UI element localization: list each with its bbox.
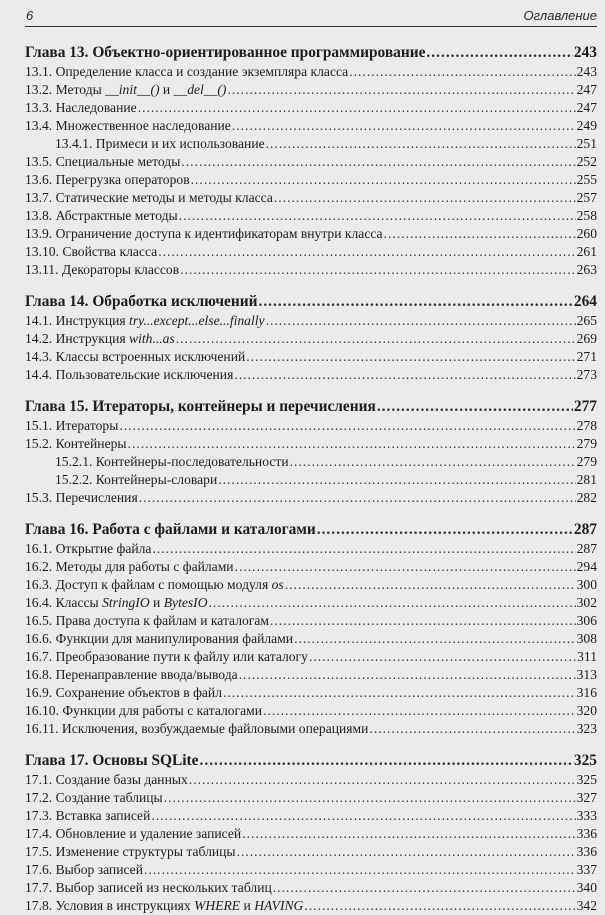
entry-title	[25, 648, 308, 666]
page-ref: 249	[576, 118, 597, 133]
toc-chapter-entry[interactable]	[25, 520, 597, 540]
dot-leader	[235, 558, 576, 576]
toc-section-entry[interactable]	[25, 594, 597, 612]
entry-title	[25, 558, 234, 576]
entry-title	[25, 63, 348, 81]
title-text: 14.1. Инструкция	[25, 313, 130, 328]
page-ref: 336	[576, 826, 597, 841]
toc-section-entry[interactable]	[25, 861, 597, 879]
toc-section-entry[interactable]	[25, 243, 597, 261]
dot-leader	[176, 330, 576, 348]
chapter-title: Глава 13. Объектно-ориентированное программирование	[25, 44, 426, 61]
page-ref: 308	[576, 631, 597, 646]
dot-leader	[151, 807, 575, 825]
dot-leader	[128, 435, 576, 453]
title-text: 13.9. Ограничение доступа к идентификаторам внутри класса	[25, 226, 383, 241]
toc-chapter-entry[interactable]	[25, 43, 597, 63]
page-ref: 279	[576, 454, 597, 469]
entry-title	[25, 612, 269, 630]
entry-title	[25, 825, 241, 843]
title-text: и	[159, 82, 174, 97]
title-text: 15.2.2. Контейнеры-словари	[55, 472, 218, 487]
page-ref: 265	[576, 313, 597, 328]
chapter-title: Глава 17. Основы SQLite	[25, 752, 199, 769]
page-ref: 281	[576, 472, 597, 487]
title-text: 16.7. Преобразование пути к файлу или каталогу	[25, 649, 308, 664]
entry-title	[25, 117, 231, 135]
dot-leader	[138, 99, 576, 117]
dot-leader	[317, 520, 573, 540]
title-text: 17.7. Выбор записей из нескольких таблиц	[25, 880, 272, 895]
entry-title	[25, 330, 175, 348]
dot-leader	[144, 861, 576, 879]
entry-title	[25, 771, 188, 789]
dot-leader	[270, 612, 576, 630]
page-ref: 279	[576, 436, 597, 451]
title-text: 16.2. Методы для работы с файлами	[25, 559, 234, 574]
dot-leader	[181, 153, 575, 171]
toc-section-entry[interactable]	[25, 330, 597, 348]
dot-leader	[377, 397, 573, 417]
toc-section-entry[interactable]	[25, 576, 597, 594]
page-ref: 337	[576, 862, 597, 877]
toc-section-entry[interactable]	[25, 807, 597, 825]
entry-title	[25, 684, 222, 702]
page-ref: 264	[573, 293, 597, 310]
dot-leader	[294, 630, 576, 648]
toc-section-entry[interactable]	[25, 117, 597, 135]
toc-section-entry[interactable]	[25, 771, 597, 789]
toc-section-entry[interactable]	[25, 720, 597, 738]
entry-title	[25, 153, 180, 171]
page-ref: 325	[576, 772, 597, 787]
title-text: 13.3. Наследование	[25, 100, 137, 115]
entry-title	[25, 435, 127, 453]
code-term: BytesIO	[163, 595, 208, 610]
page-ref: 243	[576, 64, 597, 79]
dot-leader	[164, 789, 576, 807]
dot-leader	[200, 751, 573, 771]
code-term: HAVING	[254, 898, 304, 913]
title-text: 16.1. Открытие файла	[25, 541, 152, 556]
entry-title	[25, 207, 178, 225]
toc-section-entry[interactable]	[25, 348, 597, 366]
dot-leader	[191, 171, 576, 189]
dot-leader	[290, 453, 576, 471]
dot-leader	[180, 261, 575, 279]
toc-section-entry[interactable]	[25, 312, 597, 330]
page-ref: 342	[576, 898, 597, 913]
title-text: 17.1. Создание базы данных	[25, 772, 188, 787]
page-ref: 269	[576, 331, 597, 346]
entry-title	[25, 99, 137, 117]
dot-leader	[218, 471, 575, 489]
page-ref: 255	[576, 172, 597, 187]
title-text: 16.5. Права доступа к файлам и каталогам	[25, 613, 269, 628]
code-term: __del__()	[173, 82, 227, 97]
entry-title	[55, 135, 265, 153]
title-text: 16.6. Функции для манипулирования файлами	[25, 631, 294, 646]
entry-title	[25, 348, 245, 366]
dot-leader	[263, 702, 576, 720]
entry-title	[25, 171, 190, 189]
page-number: 6	[26, 8, 34, 23]
title-text: 17.4. Обновление и удаление записей	[25, 826, 242, 841]
entry-title	[25, 666, 238, 684]
title-text: 14.2. Инструкция	[25, 331, 130, 346]
title-text: 13.2. Методы	[25, 82, 106, 97]
code-term: try...except...else...finally	[129, 313, 265, 328]
title-text: 15.2.1. Контейнеры-последовательности	[55, 454, 289, 469]
page-ref: 287	[576, 541, 597, 556]
dot-leader	[266, 312, 576, 330]
page-ref: 277	[573, 398, 597, 415]
dot-leader	[369, 720, 575, 738]
code-term: with...as	[129, 331, 175, 346]
page-ref: 258	[576, 208, 597, 223]
title-text: 13.8. Абстрактные методы	[25, 208, 178, 223]
chapter-gap	[25, 279, 597, 292]
title-text: 16.9. Сохранение объектов в файл	[25, 685, 222, 700]
chapter-gap	[25, 738, 597, 751]
entry-title	[55, 471, 217, 489]
title-text: 16.4. Классы	[25, 595, 103, 610]
chapter-title: Глава 15. Итераторы, контейнеры и перечисления	[25, 398, 376, 415]
entry-title	[25, 243, 157, 261]
toc-section-entry[interactable]	[25, 261, 597, 279]
toc-section-entry[interactable]	[25, 558, 597, 576]
title-text: 17.3. Вставка записей	[25, 808, 151, 823]
page-ref: 247	[576, 100, 597, 115]
title-text: 13.1. Определение класса и создание экземпляра класса	[25, 64, 349, 79]
toc-chapter-entry[interactable]	[25, 397, 597, 417]
dot-leader	[274, 189, 576, 207]
title-text: 16.3. Доступ к файлам с помощью модуля	[25, 577, 272, 592]
toc-section-entry[interactable]	[25, 684, 597, 702]
entry-title	[25, 861, 143, 879]
toc-section-entry[interactable]	[25, 153, 597, 171]
dot-leader	[227, 81, 575, 99]
title-text: 17.6. Выбор записей	[25, 862, 143, 877]
toc-section-entry[interactable]	[25, 789, 597, 807]
entry-title	[25, 366, 233, 384]
title-text: 13.7. Статические методы и методы класса	[25, 190, 273, 205]
page-ref: 302	[576, 595, 597, 610]
title-text: 13.11. Декораторы классов	[25, 262, 180, 277]
toc-subsubsection-entry[interactable]	[25, 453, 597, 471]
title-text: и	[149, 595, 164, 610]
chapter-title: Глава 14. Обработка исключений	[25, 293, 258, 310]
title-text: 13.6. Перегрузка операторов	[25, 172, 190, 187]
entry-title	[25, 807, 150, 825]
title-text: 13.4.1. Примеси и их использование	[55, 136, 265, 151]
page-ref: 294	[576, 559, 597, 574]
dot-leader	[139, 489, 576, 507]
entry-title	[25, 540, 151, 558]
title-text: 17.5. Изменение структуры таблицы	[25, 844, 236, 859]
dot-leader	[239, 666, 576, 684]
title-text: 14.4. Пользовательские исключения	[25, 367, 234, 382]
title-text: 16.10. Функции для работы с каталогами	[25, 703, 263, 718]
title-text: 17.8. Условия в инструкциях	[25, 898, 195, 913]
entry-title	[25, 81, 226, 99]
entry-title	[25, 702, 262, 720]
entry-title	[25, 789, 163, 807]
page-ref: 243	[573, 44, 597, 61]
title-text: 15.1. Итераторы	[25, 418, 119, 433]
title-text: и	[240, 898, 255, 913]
page-ref: 273	[576, 367, 597, 382]
dot-leader	[158, 243, 575, 261]
title-text: 16.8. Перенаправление ввода/вывода	[25, 667, 238, 682]
toc-section-entry[interactable]	[25, 879, 597, 897]
page-ref: 300	[576, 577, 597, 592]
page-ref: 327	[576, 790, 597, 805]
toc-chapter-entry[interactable]	[25, 292, 597, 312]
title-text: 14.3. Классы встроенных исключений	[25, 349, 246, 364]
page-ref: 287	[573, 521, 597, 538]
page-ref: 306	[576, 613, 597, 628]
toc-section-entry[interactable]	[25, 81, 597, 99]
toc-section-entry[interactable]	[25, 189, 597, 207]
dot-leader	[426, 43, 572, 63]
title-text: 16.11. Исключения, возбуждаемые файловыми операциями	[25, 721, 369, 736]
entry-title	[25, 594, 208, 612]
page-ref: 257	[576, 190, 597, 205]
dot-leader	[242, 825, 575, 843]
dot-leader	[234, 366, 575, 384]
toc-section-entry[interactable]	[25, 648, 597, 666]
dot-leader	[384, 225, 576, 243]
toc-section-entry[interactable]	[25, 207, 597, 225]
page-ref: 320	[576, 703, 597, 718]
dot-leader	[266, 135, 576, 153]
dot-leader	[232, 117, 576, 135]
toc-section-entry[interactable]	[25, 99, 597, 117]
page-ref: 260	[576, 226, 597, 241]
page-ref: 282	[576, 490, 597, 505]
chapter-gap	[25, 384, 597, 397]
title-text: 13.4. Множественное наследование	[25, 118, 231, 133]
toc-section-entry[interactable]	[25, 702, 597, 720]
page-ref: 316	[576, 685, 597, 700]
dot-leader	[273, 879, 576, 897]
title-text: 15.3. Перечисления	[25, 490, 138, 505]
dot-leader	[152, 540, 575, 558]
entry-title	[25, 225, 383, 243]
page-ref: 263	[576, 262, 597, 277]
dot-leader	[209, 594, 576, 612]
dot-leader	[246, 348, 575, 366]
page-ref: 251	[576, 136, 597, 151]
toc-section-entry[interactable]	[25, 540, 597, 558]
toc-section-entry[interactable]	[25, 666, 597, 684]
page-ref: 271	[576, 349, 597, 364]
entry-title	[25, 576, 284, 594]
page-ref: 340	[576, 880, 597, 895]
dot-leader	[119, 417, 575, 435]
toc-section-entry[interactable]	[25, 225, 597, 243]
entry-title	[55, 453, 289, 471]
page-ref: 252	[576, 154, 597, 169]
page-ref: 325	[573, 752, 597, 769]
toc-section-entry[interactable]	[25, 171, 597, 189]
toc-section-entry[interactable]	[25, 489, 597, 507]
page-ref: 311	[577, 649, 597, 664]
entry-title	[25, 879, 272, 897]
entry-title	[25, 417, 118, 435]
page-ref: 323	[576, 721, 597, 736]
toc-section-entry[interactable]	[25, 612, 597, 630]
page-ref: 247	[576, 82, 597, 97]
entry-title	[25, 489, 138, 507]
dot-leader	[179, 207, 576, 225]
toc-section-entry[interactable]	[25, 366, 597, 384]
entry-title	[25, 720, 368, 738]
page-ref: 336	[576, 844, 597, 859]
toc-section-entry[interactable]	[25, 63, 597, 81]
code-term: WHERE	[194, 898, 241, 913]
entry-title	[25, 630, 293, 648]
title-text: 17.2. Создание таблицы	[25, 790, 163, 805]
toc-section-entry[interactable]	[25, 417, 597, 435]
dot-leader	[223, 684, 576, 702]
title-text: 13.5. Специальные методы	[25, 154, 181, 169]
chapter-title: Глава 16. Работа с файлами и каталогами	[25, 521, 316, 538]
title-text: 13.10. Свойства класса	[25, 244, 158, 259]
toc-subsubsection-entry[interactable]	[25, 135, 597, 153]
running-header	[25, 6, 597, 27]
title-text: 15.2. Контейнеры	[25, 436, 127, 451]
dot-leader	[349, 63, 575, 81]
toc-chapter-entry[interactable]	[25, 751, 597, 771]
dot-leader	[237, 843, 576, 861]
page-ref: 313	[576, 667, 597, 682]
dot-leader	[258, 292, 572, 312]
page-ref: 278	[576, 418, 597, 433]
toc-section-entry[interactable]	[25, 630, 597, 648]
toc-subsubsection-entry[interactable]	[25, 471, 597, 489]
toc-section-entry[interactable]	[25, 843, 597, 861]
toc-section-entry[interactable]	[25, 825, 597, 843]
entry-title	[25, 312, 265, 330]
page-ref: 333	[576, 808, 597, 823]
code-term: StringIO	[102, 595, 150, 610]
entry-title	[25, 843, 236, 861]
toc-section-entry[interactable]	[25, 435, 597, 453]
code-term: os	[271, 577, 284, 592]
page-ref: 261	[576, 244, 597, 259]
dot-leader	[189, 771, 576, 789]
dot-leader	[309, 648, 576, 666]
chapter-gap	[25, 507, 597, 520]
section-title: Оглавление	[523, 8, 597, 23]
table-of-contents	[25, 43, 597, 915]
code-term: __init__()	[105, 82, 160, 97]
entry-title	[25, 189, 273, 207]
dot-leader	[285, 576, 576, 594]
entry-title	[25, 261, 179, 279]
